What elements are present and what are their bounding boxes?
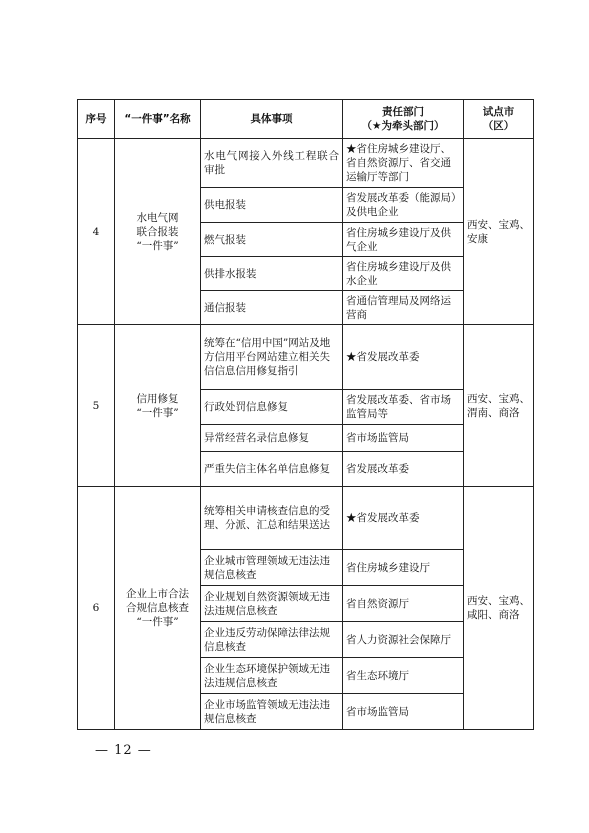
table-header-row bbox=[78, 100, 534, 139]
header-item: 具体事项 bbox=[201, 100, 343, 139]
item-cell: 行政处罚信息修复 bbox=[201, 390, 343, 425]
item-cell: 通信报装 bbox=[201, 291, 343, 325]
header-city-line1: 试点市 bbox=[482, 106, 515, 118]
item-cell: 供排水报装 bbox=[201, 257, 343, 291]
table-row bbox=[78, 325, 534, 390]
header-dept bbox=[343, 100, 464, 139]
page-number: — 12 — bbox=[95, 743, 152, 758]
dept-cell: 省发展改革委、省市场监管局等 bbox=[343, 390, 464, 425]
dept-cell: ★省发展改革委 bbox=[343, 487, 464, 550]
item-cell: 企业违反劳动保障法律法规信息核查 bbox=[201, 622, 343, 658]
table-row bbox=[78, 139, 534, 188]
header-city-line2: （区） bbox=[482, 120, 515, 132]
header-name: “一件事”名称 bbox=[115, 100, 201, 139]
item-cell: 企业市场监管领域无违法违规信息核查 bbox=[201, 694, 343, 730]
dept-cell: 省市场监管局 bbox=[343, 425, 464, 452]
header-city bbox=[464, 100, 534, 139]
dept-cell: 省住房城乡建设厅及供气企业 bbox=[343, 223, 464, 257]
group-name: 企业上市合法 合规信息核查 “一件事” bbox=[115, 487, 201, 730]
group-number: 6 bbox=[78, 487, 115, 730]
group-name: 水电气网 联合报装 “一件事” bbox=[115, 139, 201, 325]
pilot-city-cell: 西安、宝鸡、 渭南、商洛 bbox=[464, 325, 534, 487]
dept-cell: 省通信管理局及网络运营商 bbox=[343, 291, 464, 325]
item-cell: 严重失信主体名单信息修复 bbox=[201, 452, 343, 487]
policy-table bbox=[77, 99, 534, 730]
dept-cell: ★省发展改革委 bbox=[343, 325, 464, 390]
item-cell: 异常经营名录信息修复 bbox=[201, 425, 343, 452]
pilot-city-cell: 西安、宝鸡、 咸阳、商洛 bbox=[464, 487, 534, 730]
item-cell: 企业生态环境保护领域无违法违规信息核查 bbox=[201, 658, 343, 694]
item-cell: 企业规划自然资源领域无违法违规信息核查 bbox=[201, 586, 343, 622]
header-dept-line1: 责任部门 bbox=[382, 106, 424, 118]
dept-cell: 省人力资源社会保障厅 bbox=[343, 622, 464, 658]
table-row bbox=[78, 487, 534, 550]
group-name: 信用修复 “一件事” bbox=[115, 325, 201, 487]
group-number: 4 bbox=[78, 139, 115, 325]
dept-cell: 省生态环境厅 bbox=[343, 658, 464, 694]
dept-cell: 省发展改革委 bbox=[343, 452, 464, 487]
item-cell: 供电报装 bbox=[201, 188, 343, 223]
item-cell: 企业城市管理领域无违法违规信息核查 bbox=[201, 550, 343, 586]
dept-cell: 省自然资源厅 bbox=[343, 586, 464, 622]
pilot-city-cell: 西安、宝鸡、 安康 bbox=[464, 139, 534, 325]
item-cell: 统筹相关申请核查信息的受理、分派、汇总和结果送达 bbox=[201, 487, 343, 550]
dept-cell: 省发展改革委（能源局）及供电企业 bbox=[343, 188, 464, 223]
header-dept-line2: （★为牵头部门） bbox=[361, 120, 445, 132]
group-number: 5 bbox=[78, 325, 115, 487]
dept-cell: ★省住房城乡建设厅、省自然资源厅、省交通运输厅等部门 bbox=[343, 139, 464, 188]
item-cell: 燃气报装 bbox=[201, 223, 343, 257]
dept-cell: 省市场监管局 bbox=[343, 694, 464, 730]
header-no: 序号 bbox=[78, 100, 115, 139]
dept-cell: 省住房城乡建设厅 bbox=[343, 550, 464, 586]
item-cell: 水电气网接入外线工程联合审批 bbox=[201, 139, 343, 188]
item-cell: 统筹在“信用中国”网站及地方信用平台网站建立相关失信信息信用修复指引 bbox=[201, 325, 343, 390]
dept-cell: 省住房城乡建设厅及供水企业 bbox=[343, 257, 464, 291]
